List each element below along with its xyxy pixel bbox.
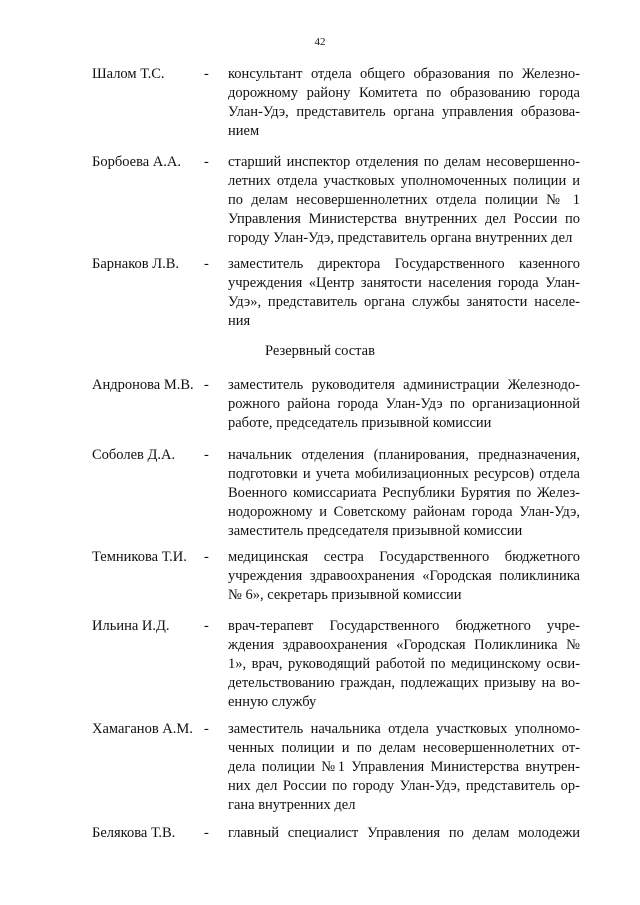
- description-line: нием: [228, 123, 260, 139]
- member-name: Белякова Т.В.: [92, 825, 176, 841]
- description-line: подготовки и учета мобилизационных ресурсов) отдела: [228, 466, 580, 482]
- description-line: ждения здравоохранения «Городская Поликлиника №: [228, 637, 580, 653]
- dash-separator: -: [204, 721, 209, 737]
- member-description: [228, 153, 580, 248]
- member-description: [228, 255, 580, 331]
- description-line: Улан-Удэ, представитель органа управления образова-: [228, 104, 580, 120]
- description-line: нодорожному и Советскому районам города Улан-Удэ,: [228, 504, 580, 520]
- member-description: [228, 720, 580, 815]
- description-line: Военного комиссариата Республики Бурятия по Желез-: [228, 485, 580, 501]
- dash-separator: -: [204, 825, 209, 841]
- dash-separator: -: [204, 377, 209, 393]
- dash-separator: -: [204, 154, 209, 170]
- member-name: Ильина И.Д.: [92, 618, 170, 634]
- member-name: Соболев Д.А.: [92, 447, 176, 463]
- dash-separator: -: [204, 447, 209, 463]
- description-line: заместитель руководителя администрации Железнодо-: [228, 377, 580, 393]
- member-name: Темникова Т.И.: [92, 549, 187, 565]
- member-description: [228, 548, 580, 605]
- description-line: медицинская сестра Государственного бюджетного: [228, 549, 580, 565]
- member-name: Барнаков Л.В.: [92, 256, 179, 272]
- description-line: дела полиции №1 Управления Министерства внутрен-: [228, 759, 580, 775]
- description-line: консультант отдела общего образования по Железно-: [228, 66, 580, 82]
- member-name: Андронова М.В.: [92, 377, 194, 393]
- description-line: старший инспектор отделения по делам несовершенно-: [228, 154, 580, 170]
- reserve-section-heading: Резервный состав: [265, 343, 375, 359]
- member-description: [228, 824, 580, 843]
- member-name: Шалом Т.С.: [92, 66, 165, 82]
- member-description: [228, 376, 580, 433]
- description-line: летних отдела участковых уполномоченных полиции и: [228, 173, 580, 189]
- description-line: заместитель начальника отдела участковых уполномо-: [228, 721, 580, 737]
- description-line: работе, председатель призывной комиссии: [228, 415, 492, 431]
- member-name: Хамаганов А.М.: [92, 721, 193, 737]
- description-line: ченных полиции и по делам несовершеннолетних от-: [228, 740, 580, 756]
- member-description: [228, 446, 580, 541]
- description-line: енную службу: [228, 694, 317, 710]
- description-line: учреждения здравоохранения «Городская поликлиника: [228, 568, 580, 584]
- description-line: городу Улан-Удэ, представитель органа внутренних дел: [228, 230, 573, 246]
- member-description: [228, 617, 580, 712]
- member-name: Борбоева А.А.: [92, 154, 181, 170]
- page-number: 42: [314, 36, 326, 48]
- description-line: Удэ», представитель органа службы занятости населе-: [228, 294, 580, 310]
- description-line: заместитель председателя призывной комиссии: [228, 523, 523, 539]
- description-line: заместитель директора Государственного казенного: [228, 256, 580, 272]
- description-line: главный специалист Управления по делам молодежи: [228, 825, 580, 841]
- description-line: 1», врач, руководящий работой по медицинскому осви-: [228, 656, 580, 672]
- description-line: учреждения «Центр занятости населения города Улан-: [228, 275, 580, 291]
- description-line: № 6», секретарь призывной комиссии: [228, 587, 462, 603]
- dash-separator: -: [204, 256, 209, 272]
- description-line: по делам несовершеннолетних отдела полиции № 1: [228, 192, 580, 208]
- dash-separator: -: [204, 618, 209, 634]
- description-line: гана внутренних дел: [228, 797, 356, 813]
- description-line: начальник отделения (планирования, предназначения,: [228, 447, 580, 463]
- dash-separator: -: [204, 66, 209, 82]
- description-line: врач-терапевт Государственного бюджетного учре-: [228, 618, 580, 634]
- description-line: рожного района города Улан-Удэ по организационной: [228, 396, 580, 412]
- description-line: них дел России по городу Улан-Удэ, представитель ор-: [228, 778, 580, 794]
- description-line: ния: [228, 313, 251, 329]
- description-line: детельствованию граждан, подлежащих призыву на во-: [228, 675, 580, 691]
- member-description: [228, 65, 580, 141]
- dash-separator: -: [204, 549, 209, 565]
- description-line: Управления Министерства внутренних дел России по: [228, 211, 580, 227]
- description-line: дорожному району Комитета по образованию города: [228, 85, 580, 101]
